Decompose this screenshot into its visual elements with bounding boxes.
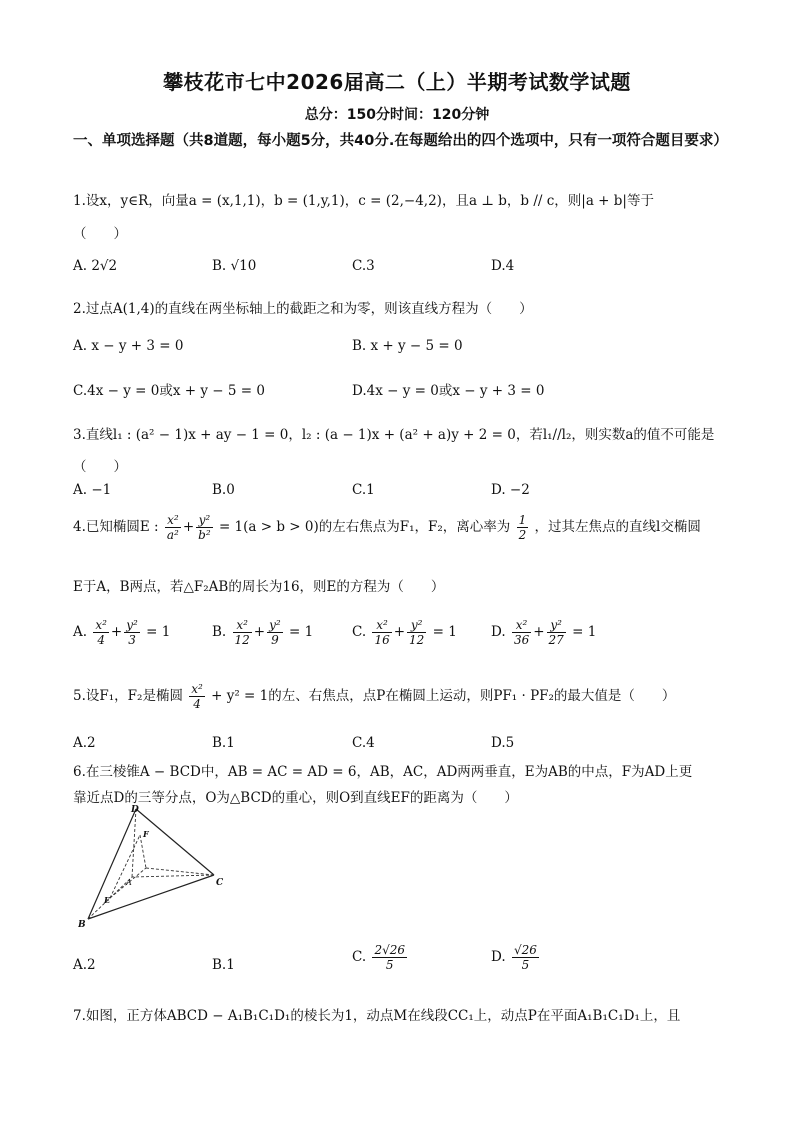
q1-option-b: B. √10 xyxy=(212,258,257,274)
q2-option-b: B. x + y − 5 = 0 xyxy=(352,338,463,354)
label-F: F xyxy=(143,829,149,839)
q6-option-b: B.1 xyxy=(212,957,235,973)
label-A: A xyxy=(126,878,132,887)
q5-option-c: C.4 xyxy=(352,735,375,751)
q4-option-b: B. $\frac{\text{x²}}{12}$ + $\frac{\text{y²}}{9}$ = 1 xyxy=(212,618,314,647)
q6-stem-1: 6.在三棱锥A − BCD中，AB = AC = AD = 6，AB，AC，AD两两垂直，E为AB的中点，F为AD上更 xyxy=(73,764,693,780)
label-C: C xyxy=(216,878,224,888)
q4-stem-a: 4.已知椭圆E : xyxy=(73,519,159,535)
q3-option-a: A. −1 xyxy=(73,482,112,498)
section-heading: 一、单项选择题（共8道题，每小题5分，共40分.在每题给出的四个选项中，只有一项符合题目要求） xyxy=(73,133,728,149)
q2-option-a: A. x − y + 3 = 0 xyxy=(73,338,184,354)
q4-stem-b: = 1(a > b > 0)的左右焦点为F₁，F₂，离心率为 xyxy=(218,519,511,535)
q6-option-a: A.2 xyxy=(73,957,96,973)
q4-option-a: A. $\frac{\text{x²}}{4}$ + $\frac{\text{y²}}{3}$ = 1 xyxy=(73,618,171,647)
q3-option-d: D. −2 xyxy=(491,482,530,498)
tetrahedron-figure xyxy=(78,803,228,928)
q2-stem: 2.过点A(1,4)的直线在两坐标轴上的截距之和为零，则该直线方程为（ ） xyxy=(73,301,533,317)
q6-stem-2: 靠近点D的三等分点，O为△BCD的重心，则O到直线EF的距离为（ ） xyxy=(73,790,518,806)
q4-option-d: D. $\frac{\text{x²}}{36}$ + $\frac{\text{y²}}{27}$ = 1 xyxy=(491,618,597,647)
q7-stem: 7.如图，正方体ABCD − A₁B₁C₁D₁的棱长为1，动点M在线段CC₁上，动点P在平面A₁B₁C₁D₁上，且 xyxy=(73,1008,681,1024)
q4-ecc-frac: $\frac{1}{2}$ xyxy=(518,513,527,542)
q5-option-d: D.5 xyxy=(491,735,515,751)
q3-paren: （ ） xyxy=(73,459,127,475)
q2-option-c: C.4x − y = 0或x + y − 5 = 0 xyxy=(73,383,265,399)
q6-option-c: C. $\frac{2√26}{5}$ xyxy=(352,943,405,972)
exam-title: 攀枝花市七中2026届高二（上）半期考试数学试题 xyxy=(163,70,631,94)
q6-option-d: D. $\frac{√26}{5}$ xyxy=(491,943,537,972)
q3-option-b: B.0 xyxy=(212,482,235,498)
q5-option-b: B.1 xyxy=(212,735,235,751)
q3-option-c: C.1 xyxy=(352,482,375,498)
q5-frac: $\frac{\text{x²}}{4}$ xyxy=(191,682,203,711)
q4-stem-2: E于A，B两点，若△F₂AB的周长为16，则E的方程为（ ） xyxy=(73,579,445,595)
label-E: E xyxy=(104,895,111,905)
q1-option-d: D.4 xyxy=(491,258,515,274)
q1-stem: 1.设x，y∈R，向量a = (x,1,1)，b = (1,y,1)，c = (2,−4,2)，且a ⊥ b，b // c，则|a + b|等于 xyxy=(73,193,654,209)
q1-paren: （ ） xyxy=(73,226,127,242)
q4-frac-y: $\frac{\text{y²}}{\text{b²}}$ xyxy=(198,513,211,542)
q2-option-d: D.4x − y = 0或x − y + 3 = 0 xyxy=(352,383,545,399)
q4-stem-c: ，过其左焦点的直线l交椭圆 xyxy=(534,519,701,535)
exam-subtitle: 总分：150分时间：120分钟 xyxy=(304,107,490,123)
q1-option-a: A. 2√2 xyxy=(73,258,118,274)
q5-option-a: A.2 xyxy=(73,735,96,751)
q4-stem: 4.已知椭圆E : $\frac{\text{x²}}{\text{a²}}$ + $\frac{\text{y²}}{\text{b²}}$ = 1(a > b > 0)的左右焦点为F₁，F₂，离心率为 $\frac{1}{2}$ ，过其左焦点的直线l交椭圆 xyxy=(73,513,701,542)
label-B: B xyxy=(78,920,86,928)
label-D: D xyxy=(131,805,139,815)
q5-stem: 5.设F₁，F₂是椭圆 $\frac{\text{x²}}{4}$ + y² = 1的左、右焦点，点P在椭圆上运动，则PF₁ · PF₂的最大值是（ ） xyxy=(73,682,676,711)
q4-frac-x: $\frac{\text{x²}}{\text{a²}}$ xyxy=(166,513,179,542)
q4-option-c: C. $\frac{\text{x²}}{16}$ + $\frac{\text{y²}}{12}$ = 1 xyxy=(352,618,457,647)
q3-stem: 3.直线l₁ : (a² − 1)x + ay − 1 = 0，l₂ : (a − 1)x + (a² + a)y + 2 = 0，若l₁//l₂，则实数a的值不可能是 xyxy=(73,427,715,443)
q1-option-c: C.3 xyxy=(352,258,375,274)
